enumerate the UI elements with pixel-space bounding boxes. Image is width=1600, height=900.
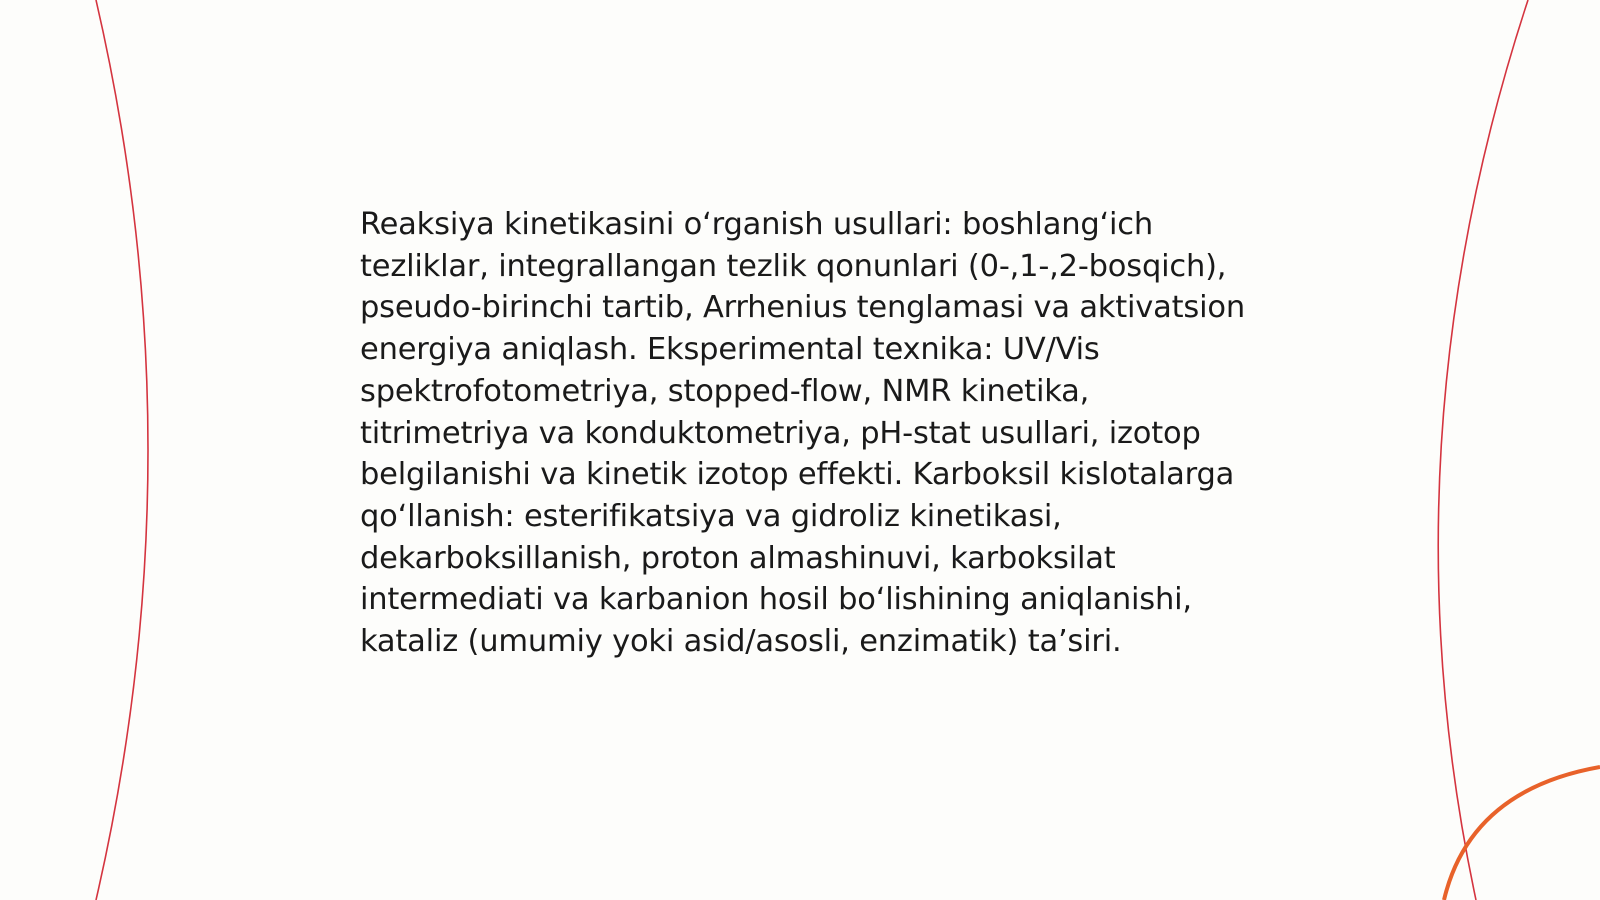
slide-body-text: Reaksiya kinetikasini o‘rganish usullari: boshlang‘ich tezliklar, integrallangan tezlik qonunlari (0-,1-,2-bosqich), pseudo-birinchi tartib, Arrhenius tenglamasi va aktivatsion energiya aniqlash. Eksperimental texnika: UV/Vis spektrofotometriya, stopped-flow, NMR kinetika, titrimetriya va konduktometriya, pH-stat usullari, izotop belgilanishi va kinetik izotop effekti. Karboksil kislotalarga qo‘llanish: esterifikatsiya va gidroliz kinetikasi, dekarboksillanish, proton almashinuvi, karboksilat intermediati va karbanion hosil bo‘lishining aniqlanishi, kataliz (umumiy yoki asid/asosli, enzimatik) ta’siri. — [360, 207, 1245, 660]
right-curve-line — [1438, 0, 1528, 900]
left-curve-line — [96, 0, 148, 900]
accent-arc — [1444, 767, 1600, 900]
